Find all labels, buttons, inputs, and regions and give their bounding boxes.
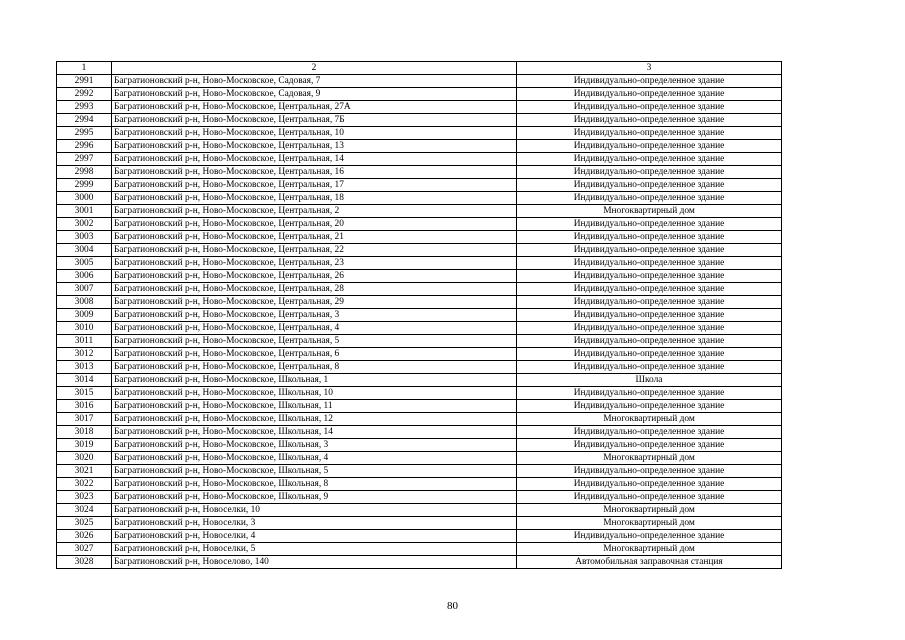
address-cell: Багратионовский р-н, Ново-Московское, Садовая, 9 bbox=[112, 88, 517, 101]
address-cell: Багратионовский р-н, Ново-Московское, Центральная, 3 bbox=[112, 309, 517, 322]
row-number-cell: 3014 bbox=[57, 374, 112, 387]
row-number-cell: 2993 bbox=[57, 101, 112, 114]
row-number-cell: 3009 bbox=[57, 309, 112, 322]
object-type-cell: Многоквартирный дом bbox=[517, 517, 782, 530]
address-cell: Багратионовский р-н, Ново-Московское, Центральная, 26 bbox=[112, 270, 517, 283]
object-type-cell: Индивидуально-определенное здание bbox=[517, 322, 782, 335]
row-number-cell: 2996 bbox=[57, 140, 112, 153]
page-number: 80 bbox=[447, 600, 458, 612]
row-number-cell: 2992 bbox=[57, 88, 112, 101]
address-cell: Багратионовский р-н, Ново-Московское, Садовая, 7 bbox=[112, 75, 517, 88]
row-number-cell: 3025 bbox=[57, 517, 112, 530]
address-cell: Багратионовский р-н, Ново-Московское, Центральная, 23 bbox=[112, 257, 517, 270]
row-number-cell: 3015 bbox=[57, 387, 112, 400]
table-row bbox=[57, 374, 782, 387]
table-row bbox=[57, 413, 782, 426]
object-type-cell: Индивидуально-определенное здание bbox=[517, 140, 782, 153]
object-type-cell: Индивидуально-определенное здание bbox=[517, 257, 782, 270]
table-row bbox=[57, 517, 782, 530]
row-number-cell: 3002 bbox=[57, 218, 112, 231]
address-cell: Багратионовский р-н, Ново-Московское, Центральная, 14 bbox=[112, 153, 517, 166]
object-type-cell: Индивидуально-определенное здание bbox=[517, 283, 782, 296]
table-row bbox=[57, 491, 782, 504]
object-type-cell: Индивидуально-определенное здание bbox=[517, 491, 782, 504]
table-row bbox=[57, 452, 782, 465]
address-cell: Багратионовский р-н, Ново-Московское, Школьная, 5 bbox=[112, 465, 517, 478]
table-row bbox=[57, 244, 782, 257]
table-row bbox=[57, 322, 782, 335]
object-type-cell: Многоквартирный дом bbox=[517, 452, 782, 465]
column-header-1: 1 bbox=[57, 62, 112, 75]
row-number-cell: 3006 bbox=[57, 270, 112, 283]
table-row bbox=[57, 153, 782, 166]
address-cell: Багратионовский р-н, Ново-Московское, Центральная, 8 bbox=[112, 361, 517, 374]
table-row bbox=[57, 114, 782, 127]
row-number-cell: 3007 bbox=[57, 283, 112, 296]
row-number-cell: 3023 bbox=[57, 491, 112, 504]
object-type-cell: Индивидуально-определенное здание bbox=[517, 166, 782, 179]
table-row bbox=[57, 543, 782, 556]
document-page bbox=[56, 61, 780, 569]
address-cell: Багратионовский р-н, Ново-Московское, Центральная, 21 bbox=[112, 231, 517, 244]
table-row bbox=[57, 218, 782, 231]
row-number-cell: 3021 bbox=[57, 465, 112, 478]
row-number-cell: 3011 bbox=[57, 335, 112, 348]
table-row bbox=[57, 127, 782, 140]
table-row bbox=[57, 478, 782, 491]
row-number-cell: 2998 bbox=[57, 166, 112, 179]
object-type-cell: Школа bbox=[517, 374, 782, 387]
row-number-cell: 2994 bbox=[57, 114, 112, 127]
address-cell: Багратионовский р-н, Ново-Московское, Центральная, 20 bbox=[112, 218, 517, 231]
table-row bbox=[57, 361, 782, 374]
object-type-cell: Индивидуально-определенное здание bbox=[517, 127, 782, 140]
table-row bbox=[57, 465, 782, 478]
address-cell: Багратионовский р-н, Ново-Московское, Школьная, 4 bbox=[112, 452, 517, 465]
row-number-cell: 3027 bbox=[57, 543, 112, 556]
row-number-cell: 2997 bbox=[57, 153, 112, 166]
table-row bbox=[57, 205, 782, 218]
table-row bbox=[57, 296, 782, 309]
address-cell: Багратионовский р-н, Ново-Московское, Центральная, 17 bbox=[112, 179, 517, 192]
column-header-2: 2 bbox=[112, 62, 517, 75]
row-number-cell: 3019 bbox=[57, 439, 112, 452]
row-number-cell: 3020 bbox=[57, 452, 112, 465]
address-cell: Багратионовский р-н, Ново-Московское, Центральная, 28 bbox=[112, 283, 517, 296]
row-number-cell: 3005 bbox=[57, 257, 112, 270]
object-type-cell: Индивидуально-определенное здание bbox=[517, 101, 782, 114]
table-row bbox=[57, 101, 782, 114]
table-row bbox=[57, 270, 782, 283]
object-type-cell: Индивидуально-определенное здание bbox=[517, 153, 782, 166]
object-type-cell: Индивидуально-определенное здание bbox=[517, 439, 782, 452]
address-cell: Багратионовский р-н, Новоселки, 3 bbox=[112, 517, 517, 530]
table-row bbox=[57, 231, 782, 244]
address-cell: Багратионовский р-н, Ново-Московское, Школьная, 12 bbox=[112, 413, 517, 426]
object-type-cell: Индивидуально-определенное здание bbox=[517, 465, 782, 478]
object-type-cell: Индивидуально-определенное здание bbox=[517, 530, 782, 543]
address-cell: Багратионовский р-н, Ново-Московское, Центральная, 10 bbox=[112, 127, 517, 140]
table-row bbox=[57, 283, 782, 296]
object-type-cell: Индивидуально-определенное здание bbox=[517, 309, 782, 322]
row-number-cell: 2999 bbox=[57, 179, 112, 192]
column-header-3: 3 bbox=[517, 62, 782, 75]
row-number-cell: 3008 bbox=[57, 296, 112, 309]
table-row bbox=[57, 504, 782, 517]
address-cell: Багратионовский р-н, Ново-Московское, Центральная, 18 bbox=[112, 192, 517, 205]
object-type-cell: Индивидуально-определенное здание bbox=[517, 270, 782, 283]
address-cell: Багратионовский р-н, Ново-Московское, Школьная, 11 bbox=[112, 400, 517, 413]
address-cell: Багратионовский р-н, Новоселки, 5 bbox=[112, 543, 517, 556]
row-number-cell: 3016 bbox=[57, 400, 112, 413]
row-number-cell: 3017 bbox=[57, 413, 112, 426]
address-cell: Багратионовский р-н, Ново-Московское, Школьная, 10 bbox=[112, 387, 517, 400]
object-type-cell: Индивидуально-определенное здание bbox=[517, 231, 782, 244]
object-type-cell: Индивидуально-определенное здание bbox=[517, 387, 782, 400]
table-row bbox=[57, 426, 782, 439]
row-number-cell: 3004 bbox=[57, 244, 112, 257]
address-cell: Багратионовский р-н, Ново-Московское, Центральная, 22 bbox=[112, 244, 517, 257]
address-cell: Багратионовский р-н, Ново-Московское, Центральная, 4 bbox=[112, 322, 517, 335]
address-cell: Багратионовский р-н, Ново-Московское, Центральная, 7Б bbox=[112, 114, 517, 127]
table-row bbox=[57, 439, 782, 452]
object-type-cell: Индивидуально-определенное здание bbox=[517, 114, 782, 127]
row-number-cell: 2991 bbox=[57, 75, 112, 88]
address-cell: Багратионовский р-н, Ново-Московское, Центральная, 5 bbox=[112, 335, 517, 348]
address-cell: Багратионовский р-н, Ново-Московское, Школьная, 3 bbox=[112, 439, 517, 452]
row-number-cell: 3012 bbox=[57, 348, 112, 361]
row-number-cell: 3018 bbox=[57, 426, 112, 439]
address-cell: Багратионовский р-н, Ново-Московское, Центральная, 13 bbox=[112, 140, 517, 153]
object-type-cell: Многоквартирный дом bbox=[517, 543, 782, 556]
address-cell: Багратионовский р-н, Ново-Московское, Центральная, 6 bbox=[112, 348, 517, 361]
table-row bbox=[57, 387, 782, 400]
table-row bbox=[57, 348, 782, 361]
table-row bbox=[57, 140, 782, 153]
object-type-cell: Многоквартирный дом bbox=[517, 205, 782, 218]
address-cell: Багратионовский р-н, Ново-Московское, Центральная, 16 bbox=[112, 166, 517, 179]
table-row bbox=[57, 75, 782, 88]
object-type-cell: Индивидуально-определенное здание bbox=[517, 426, 782, 439]
address-cell: Багратионовский р-н, Ново-Московское, Центральная, 29 bbox=[112, 296, 517, 309]
table-row bbox=[57, 309, 782, 322]
row-number-cell: 3003 bbox=[57, 231, 112, 244]
object-type-cell: Индивидуально-определенное здание bbox=[517, 75, 782, 88]
address-cell: Багратионовский р-н, Ново-Московское, Школьная, 8 bbox=[112, 478, 517, 491]
address-cell: Багратионовский р-н, Новоселово, 140 bbox=[112, 556, 517, 569]
object-type-cell: Индивидуально-определенное здание bbox=[517, 478, 782, 491]
object-type-cell: Индивидуально-определенное здание bbox=[517, 348, 782, 361]
table-row bbox=[57, 179, 782, 192]
table-row bbox=[57, 166, 782, 179]
address-cell: Багратионовский р-н, Новоселки, 4 bbox=[112, 530, 517, 543]
object-type-cell: Индивидуально-определенное здание bbox=[517, 296, 782, 309]
table-row bbox=[57, 88, 782, 101]
object-type-cell: Индивидуально-определенное здание bbox=[517, 88, 782, 101]
object-type-cell: Индивидуально-определенное здание bbox=[517, 361, 782, 374]
table-row bbox=[57, 192, 782, 205]
row-number-cell: 3000 bbox=[57, 192, 112, 205]
object-type-cell: Индивидуально-определенное здание bbox=[517, 218, 782, 231]
object-type-cell: Индивидуально-определенное здание bbox=[517, 244, 782, 257]
address-cell: Багратионовский р-н, Ново-Московское, Центральная, 2 bbox=[112, 205, 517, 218]
table-row bbox=[57, 257, 782, 270]
object-type-cell: Многоквартирный дом bbox=[517, 413, 782, 426]
address-cell: Багратионовский р-н, Новоселки, 10 bbox=[112, 504, 517, 517]
row-number-cell: 3026 bbox=[57, 530, 112, 543]
table-header bbox=[57, 62, 782, 75]
object-type-cell: Многоквартирный дом bbox=[517, 504, 782, 517]
property-registry-table bbox=[56, 61, 782, 569]
table-row bbox=[57, 556, 782, 569]
table-row bbox=[57, 335, 782, 348]
row-number-cell: 3001 bbox=[57, 205, 112, 218]
table-row bbox=[57, 530, 782, 543]
row-number-cell: 2995 bbox=[57, 127, 112, 140]
address-cell: Багратионовский р-н, Ново-Московское, Школьная, 1 bbox=[112, 374, 517, 387]
row-number-cell: 3022 bbox=[57, 478, 112, 491]
table-row bbox=[57, 400, 782, 413]
row-number-cell: 3028 bbox=[57, 556, 112, 569]
address-cell: Багратионовский р-н, Ново-Московское, Школьная, 9 bbox=[112, 491, 517, 504]
row-number-cell: 3024 bbox=[57, 504, 112, 517]
address-cell: Багратионовский р-н, Ново-Московское, Школьная, 14 bbox=[112, 426, 517, 439]
header-row bbox=[57, 62, 782, 75]
object-type-cell: Индивидуально-определенное здание bbox=[517, 335, 782, 348]
object-type-cell: Индивидуально-определенное здание bbox=[517, 192, 782, 205]
table-body bbox=[57, 75, 782, 569]
object-type-cell: Индивидуально-определенное здание bbox=[517, 400, 782, 413]
object-type-cell: Автомобильная заправочная станция bbox=[517, 556, 782, 569]
row-number-cell: 3013 bbox=[57, 361, 112, 374]
object-type-cell: Индивидуально-определенное здание bbox=[517, 179, 782, 192]
address-cell: Багратионовский р-н, Ново-Московское, Центральная, 27А bbox=[112, 101, 517, 114]
row-number-cell: 3010 bbox=[57, 322, 112, 335]
